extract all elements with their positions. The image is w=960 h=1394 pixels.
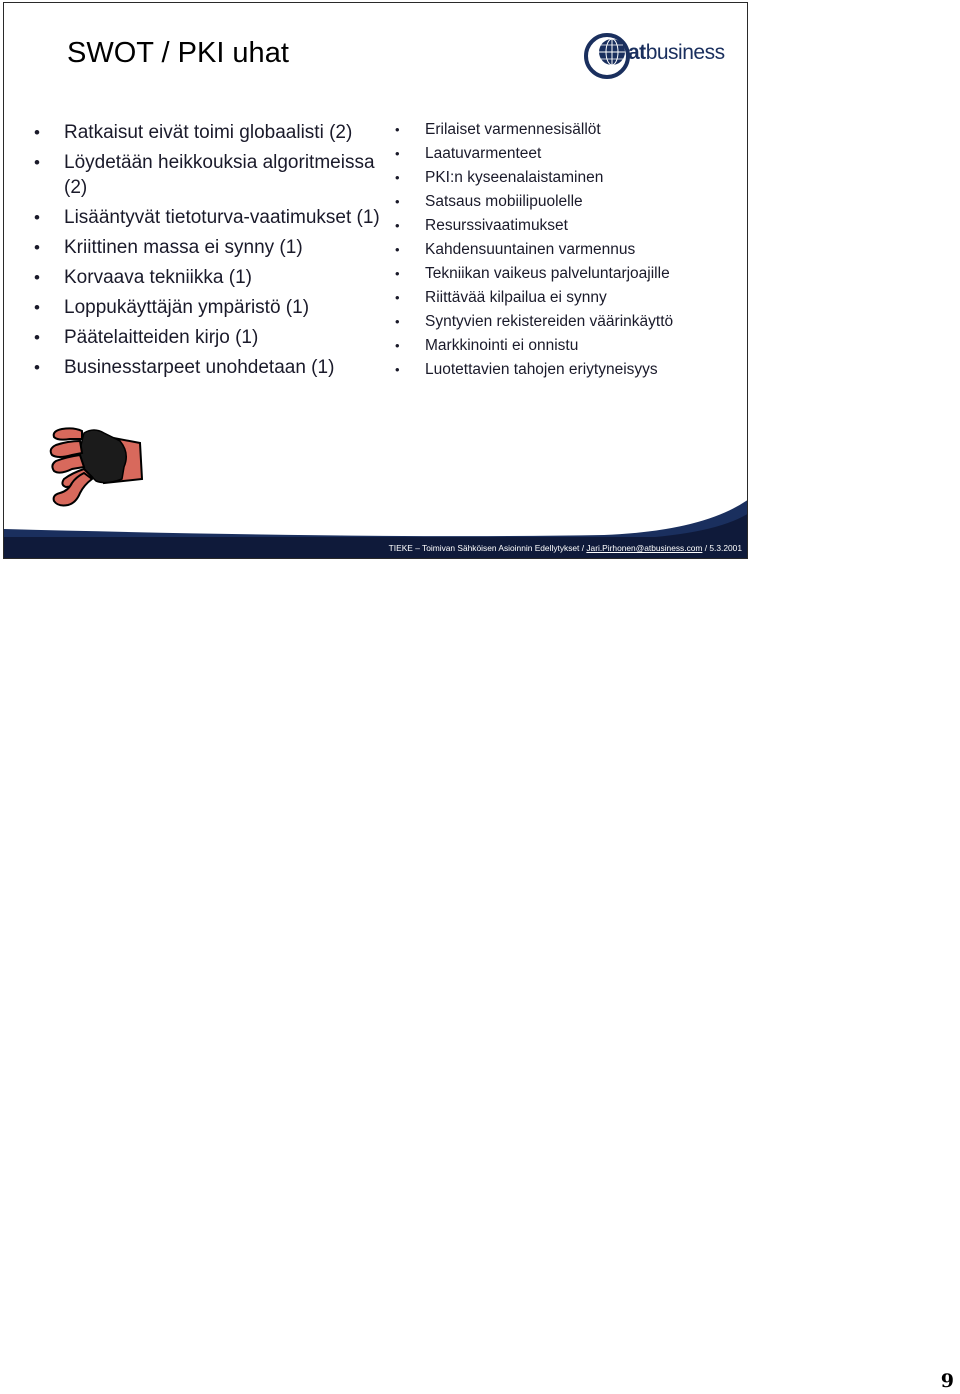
list-item-text: Riittävää kilpailua ei synny [425,289,607,306]
slide-footer [4,537,747,558]
slide [3,2,748,559]
list-item-text: Resurssivaatimukset [425,217,568,234]
thumbs-down-icon [44,423,144,507]
bullet-icon: • [34,328,40,347]
list-item-text: Tekniikan vaikeus palveluntarjoajille [425,265,670,282]
list-item [34,295,394,320]
bullet-icon: • [395,290,400,305]
globe-icon [582,31,632,81]
list-item-text: Päätelaitteiden kirjo (1) [64,327,259,348]
list-item-text: Lisääntyvät tietoturva-vaatimukset (1) [64,207,380,228]
list-item-text: Syntyvien rekistereiden väärinkäyttö [425,313,674,330]
list-item [395,166,740,190]
bullet-icon: • [34,238,40,257]
list-item-text: Korvaava tekniikka (1) [64,267,252,288]
logo-wordmark [628,41,725,65]
footer-separator: / [702,543,710,553]
list-item-text: Businesstarpeet unohdetaan (1) [64,357,335,378]
list-item [34,265,394,290]
bullet-icon: • [395,122,400,137]
slide-title: SWOT / PKI uhat [67,37,289,69]
list-item [395,190,740,214]
list-item-text: Löydetään heikkouksia algoritmeissa (2) [64,152,375,198]
footer-date: 5.3.2001 [709,543,742,553]
logo-text-business: business [645,41,725,64]
list-item-text: Kahdensuuntainen varmennus [425,241,636,258]
footer-email-link[interactable]: Jari.Pirhonen@atbusiness.com [586,543,703,553]
left-bullet-list [34,120,394,385]
bullet-icon: • [395,362,400,377]
list-item [34,205,394,230]
bullet-icon: • [395,314,400,329]
list-item [395,118,740,142]
bullet-icon: • [395,194,400,209]
list-item-text: Satsaus mobiilipuolelle [425,193,583,210]
list-item [395,238,740,262]
list-item-text: Ratkaisut eivät toimi globaalisti (2) [64,122,353,143]
bullet-icon: • [395,170,400,185]
bullet-icon: • [34,268,40,287]
bullet-icon: • [395,146,400,161]
page-number: 9 [940,1370,954,1392]
list-item [395,214,740,238]
list-item-text: Luotettavien tahojen eriytyneisyys [425,361,658,378]
atbusiness-logo [582,31,732,81]
list-item [395,142,740,166]
logo-text-at: at [628,41,646,64]
bullet-icon: • [395,242,400,257]
list-item [34,120,394,145]
bullet-icon: • [34,298,40,317]
list-item [395,334,740,358]
bullet-icon: • [34,358,40,377]
footer-text [389,542,742,554]
list-item-text: PKI:n kyseenalaistaminen [425,169,604,186]
bullet-icon: • [395,218,400,233]
list-item [395,310,740,334]
footer-main-text: TIEKE – Toimivan Sähköisen Asioinnin Edellytykset / [388,543,587,553]
list-item [34,235,394,260]
list-item [34,355,394,380]
bullet-icon: • [395,338,400,353]
list-item [34,150,394,200]
list-item [395,262,740,286]
bullet-icon: • [34,208,40,227]
list-item-text: Loppukäyttäjän ympäristö (1) [64,297,310,318]
list-item-text: Kriittinen massa ei synny (1) [64,237,303,258]
list-item-text: Laatuvarmenteet [425,145,542,162]
list-item-text: Markkinointi ei onnistu [425,337,579,354]
list-item [395,286,740,310]
bullet-icon: • [34,123,40,142]
list-item [34,325,394,350]
bullet-icon: • [34,153,40,172]
list-item [395,358,740,382]
list-item-text: Erilaiset varmennesisällöt [425,121,601,138]
bullet-icon: • [395,266,400,281]
right-bullet-list [395,118,740,382]
